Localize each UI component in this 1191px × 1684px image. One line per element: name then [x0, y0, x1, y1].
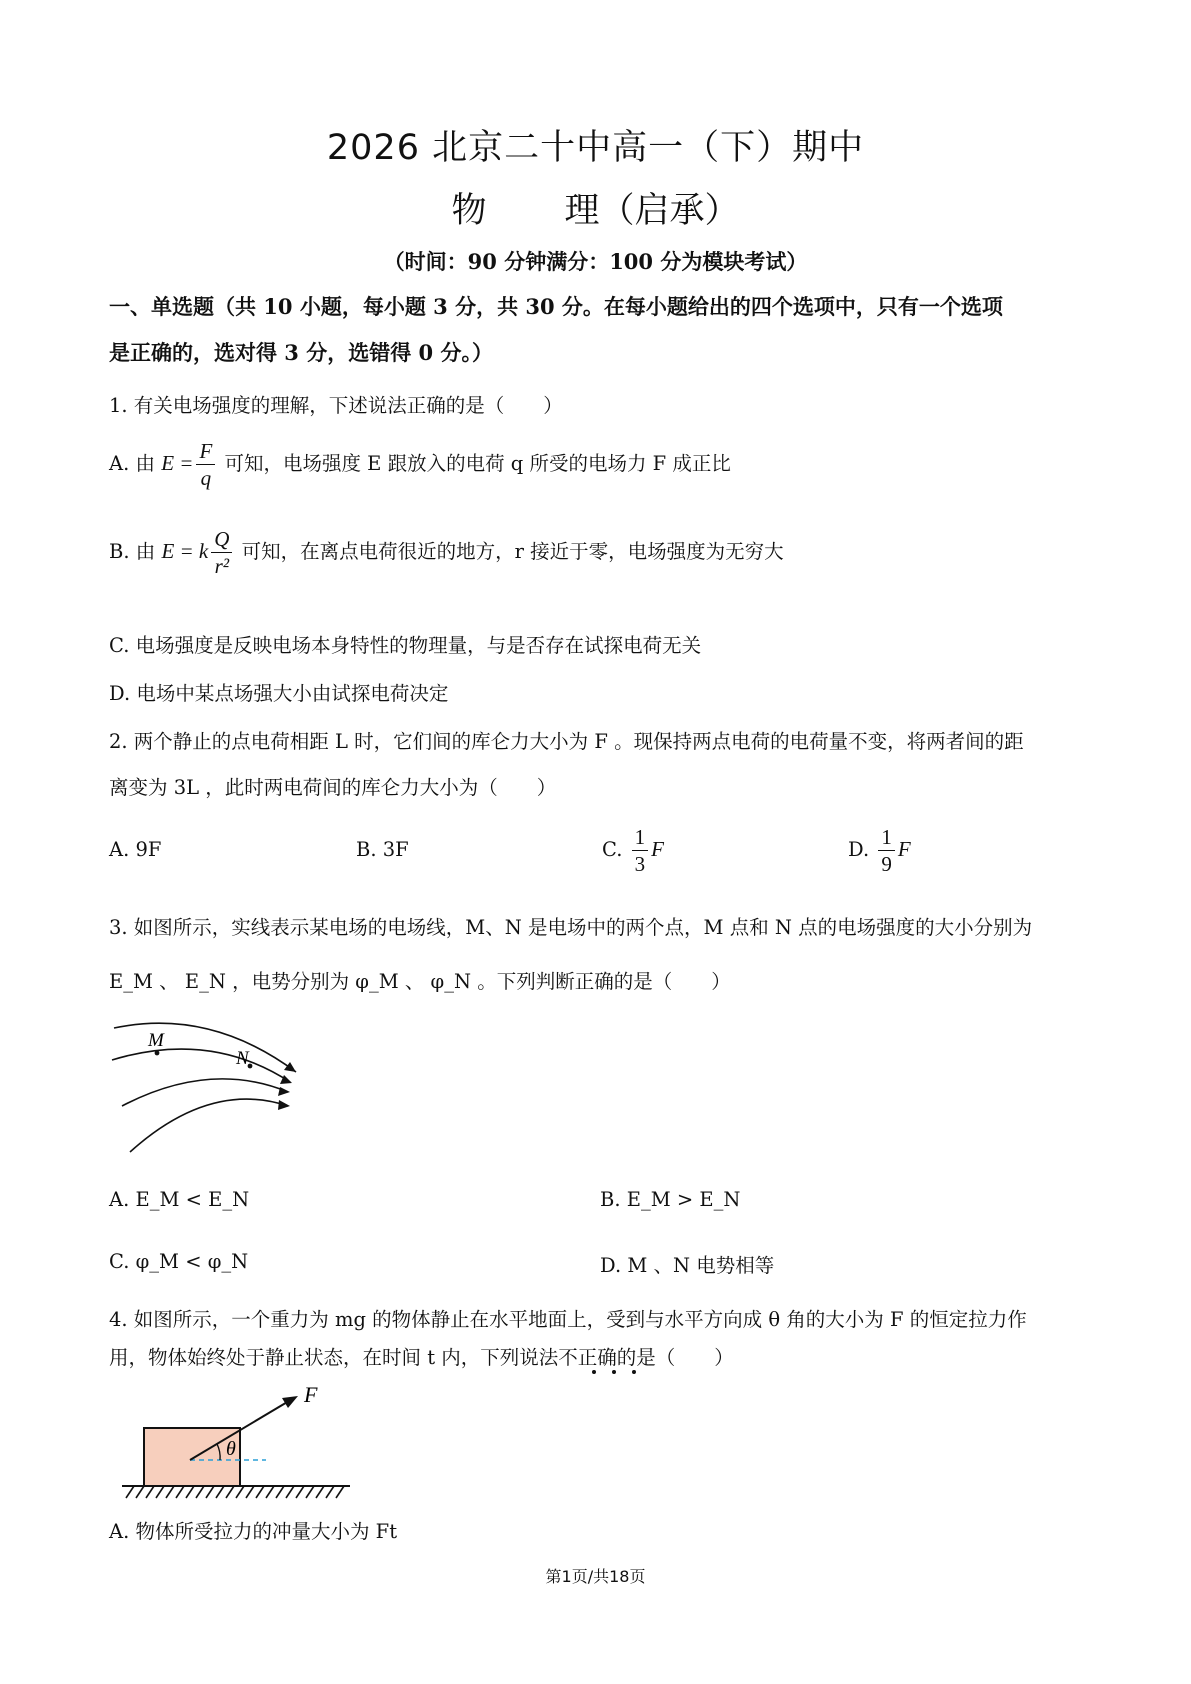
- q1-b-label: B. 由: [109, 540, 156, 564]
- q1-stem: 1. 有关电场强度的理解，下述说法正确的是（ ）: [109, 394, 563, 417]
- q2-option-c: [602, 826, 664, 875]
- q2-c-tail: F: [651, 837, 664, 862]
- subject-char-2: 理（启承）: [564, 191, 740, 231]
- arrowhead-3: [278, 1087, 290, 1096]
- q1-b-den: r²: [214, 554, 230, 579]
- section-heading-line2: 是正确的，选对得 3 分，选错得 0 分。）: [109, 340, 493, 365]
- field-line-2: [112, 1049, 290, 1082]
- q3-option-b: B. E_M > E_N: [600, 1188, 741, 1211]
- q2-d-fraction: [878, 826, 895, 875]
- q2-c-num: 1: [632, 826, 649, 851]
- q3-option-a: A. E_M < E_N: [109, 1188, 250, 1211]
- q4-option-a: A. 物体所受拉力的冲量大小为 Ft: [109, 1520, 398, 1543]
- q2-option-a: A. 9F: [109, 838, 162, 861]
- page-number: 第1页/共18页: [545, 1567, 646, 1586]
- emphasis-dot: [632, 1370, 636, 1374]
- section-heading-line1: 一、单选题（共 10 小题，每小题 3 分，共 30 分。在每小题给出的四个选项中，只有一个选项: [109, 294, 1003, 319]
- q3-option-d: D. M 、N 电势相等: [600, 1254, 775, 1277]
- q2-option-b: B. 3F: [356, 838, 409, 861]
- subject-title: [0, 183, 1191, 233]
- q2-c-label: C.: [602, 838, 623, 862]
- q3-option-c: C. φ_M < φ_N: [109, 1250, 249, 1273]
- q2-d-tail: F: [897, 837, 911, 862]
- arrowhead-4: [278, 1100, 290, 1110]
- q2-d-den: 9: [881, 852, 892, 877]
- force-label: F: [304, 1382, 318, 1407]
- q2-stem-line1: 2. 两个静止的点电荷相距 L 时，它们间的库仑力大小为 F 。现保持两点电荷的电荷量不变，将两者间的距: [109, 730, 1024, 753]
- emphasis-dot: [592, 1370, 596, 1374]
- q1-b-formula-left: E = k: [161, 539, 209, 564]
- q1-option-d: D. 电场中某点场强大小由试探电荷决定: [109, 682, 449, 705]
- q1-option-a: [109, 440, 731, 489]
- q1-a-num: F: [196, 440, 215, 465]
- q1-a-formula-left: E =: [161, 451, 194, 476]
- q1-b-num: Q: [211, 528, 232, 553]
- subject-char-1: 物: [451, 191, 487, 231]
- q4-stem-line1: 4. 如图所示，一个重力为 mg 的物体静止在水平地面上，受到与水平方向成 θ 角的大小为 F 的恒定拉力作: [109, 1308, 1027, 1331]
- q1-a-text: 可知，电场强度 E 跟放入的电荷 q 所受的电场力 F 成正比: [224, 452, 731, 476]
- ground-hatching: [126, 1486, 344, 1498]
- q2-stem-line2: 离变为 3L ，此时两电荷间的库仑力大小为（ ）: [109, 776, 557, 799]
- q2-c-den: 3: [634, 852, 646, 877]
- q1-a-label: A. 由: [109, 452, 155, 476]
- field-lines: [112, 1023, 296, 1152]
- exam-title: 2026 北京二十中高一（下）期中: [326, 128, 865, 168]
- q3-stem-line2: E_M 、 E_N ，电势分别为 φ_M 、 φ_N 。下列判断正确的是（ ）: [109, 970, 731, 993]
- q2-d-num: 1: [878, 826, 895, 851]
- q2-c-fraction: [632, 826, 649, 875]
- q1-option-c: C. 电场强度是反映电场本身特性的物理量，与是否存在试探电荷无关: [109, 634, 702, 657]
- section-heading: [109, 284, 1099, 376]
- field-line-3: [122, 1079, 288, 1106]
- label-m: M: [148, 1030, 164, 1051]
- block-force-figure: [118, 1380, 358, 1505]
- arrowhead-1: [284, 1062, 296, 1072]
- field-line-1: [114, 1023, 296, 1072]
- force-arrowhead: [282, 1396, 298, 1408]
- point-m-dot: [155, 1051, 160, 1056]
- q3-stem-line1: 3. 如图所示，实线表示某电场的电场线，M、N 是电场中的两个点，M 点和 N 点的电场强度的大小分别为: [109, 916, 1033, 939]
- q2-d-label: D.: [848, 838, 870, 862]
- q1-b-fraction: [211, 528, 232, 577]
- angle-label: θ: [226, 1438, 236, 1460]
- field-arrowheads: [278, 1062, 296, 1110]
- field-line-4: [130, 1099, 288, 1152]
- electric-field-figure: [100, 1010, 310, 1160]
- q2-option-d: [848, 826, 911, 875]
- q1-a-fraction: [196, 440, 215, 489]
- q4-stem-line2: 用，物体始终处于静止状态，在时间 t 内，下列说法不正确的是（ ）: [109, 1346, 734, 1369]
- label-n: N: [236, 1048, 249, 1069]
- emphasis-dot: [612, 1370, 616, 1374]
- q1-a-den: q: [200, 466, 212, 491]
- exam-subtitle: （时间：90 分钟满分：100 分为模块考试）: [383, 249, 808, 274]
- q1-option-b: [109, 528, 784, 577]
- q1-b-text: 可知，在离点电荷很近的地方，r 接近于零，电场强度为无穷大: [241, 540, 784, 564]
